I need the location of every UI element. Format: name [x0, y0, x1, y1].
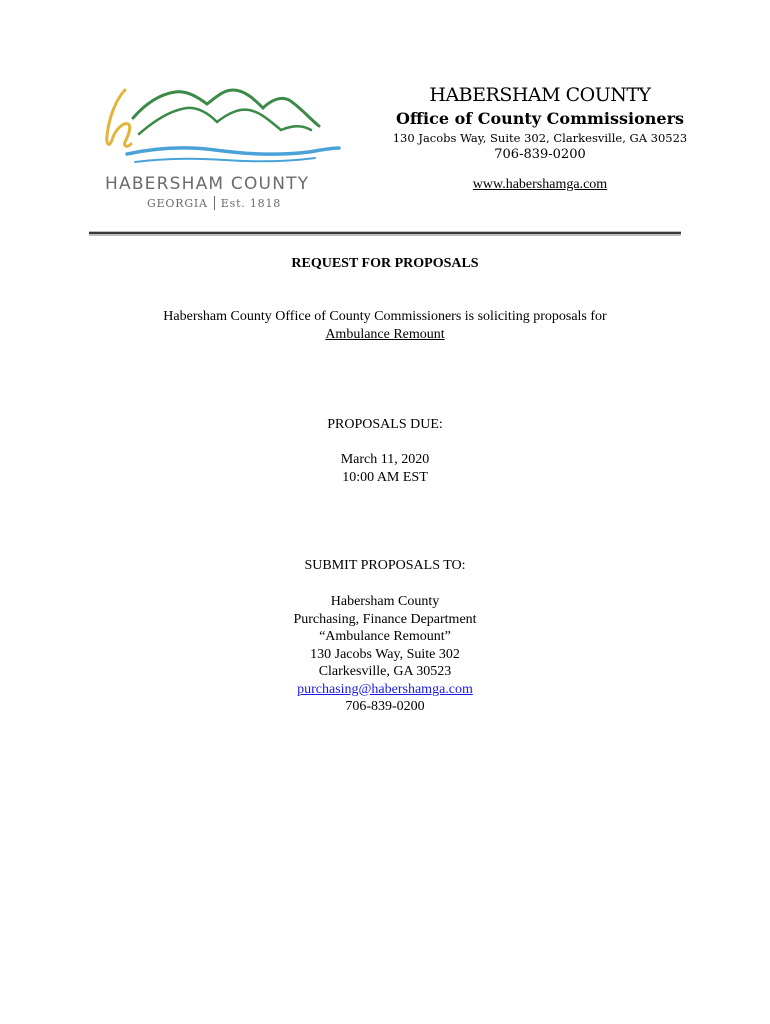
due-time: 10:00 AM EST: [342, 469, 428, 485]
submit-phone: 706-839-0200: [345, 699, 425, 714]
due-date: March 11, 2020: [340, 452, 430, 467]
submit-line: Habersham County: [330, 594, 440, 609]
logo-established: Est. 1818: [220, 197, 282, 210]
submit-label: SUBMIT PROPOSALS TO:: [304, 558, 466, 573]
office-name: Office of County Commissioners: [395, 109, 685, 128]
due-label: PROPOSALS DUE:: [327, 417, 443, 432]
project-name: Ambulance Remount: [325, 326, 445, 342]
intro-paragraph: [0, 308, 770, 343]
mountains-logo-icon: [95, 78, 345, 173]
document-heading: REQUEST FOR PROPOSALS: [291, 256, 479, 271]
website-link[interactable]: www.habershamga.com: [472, 177, 608, 192]
email-link[interactable]: purchasing@habershamga.com: [297, 681, 473, 697]
submit-line: “Ambulance Remount”: [319, 629, 451, 644]
submit-line: Purchasing, Finance Department: [293, 611, 477, 627]
submit-address: [0, 593, 770, 716]
county-title: HABERSHAM COUNTY: [429, 84, 651, 106]
office-address: 130 Jacobs Way, Suite 302, Clarkesville, GA 30523: [392, 131, 688, 145]
logo-county-name: HABERSHAM COUNTY: [105, 174, 310, 194]
logo-state: GEORGIA: [147, 197, 208, 210]
letterhead: [380, 84, 700, 194]
intro-line: Habersham County Office of County Commissioners is soliciting proposals for: [163, 309, 607, 324]
county-logo: [95, 78, 345, 218]
due-datetime: [0, 451, 770, 486]
submit-line: Clarkesville, GA 30523: [318, 664, 452, 679]
office-phone: 706-839-0200: [494, 147, 586, 162]
submit-line: 130 Jacobs Way, Suite 302: [310, 646, 460, 662]
logo-divider: [214, 196, 215, 210]
header-divider: [89, 231, 681, 236]
logo-subtitle: [147, 196, 281, 210]
